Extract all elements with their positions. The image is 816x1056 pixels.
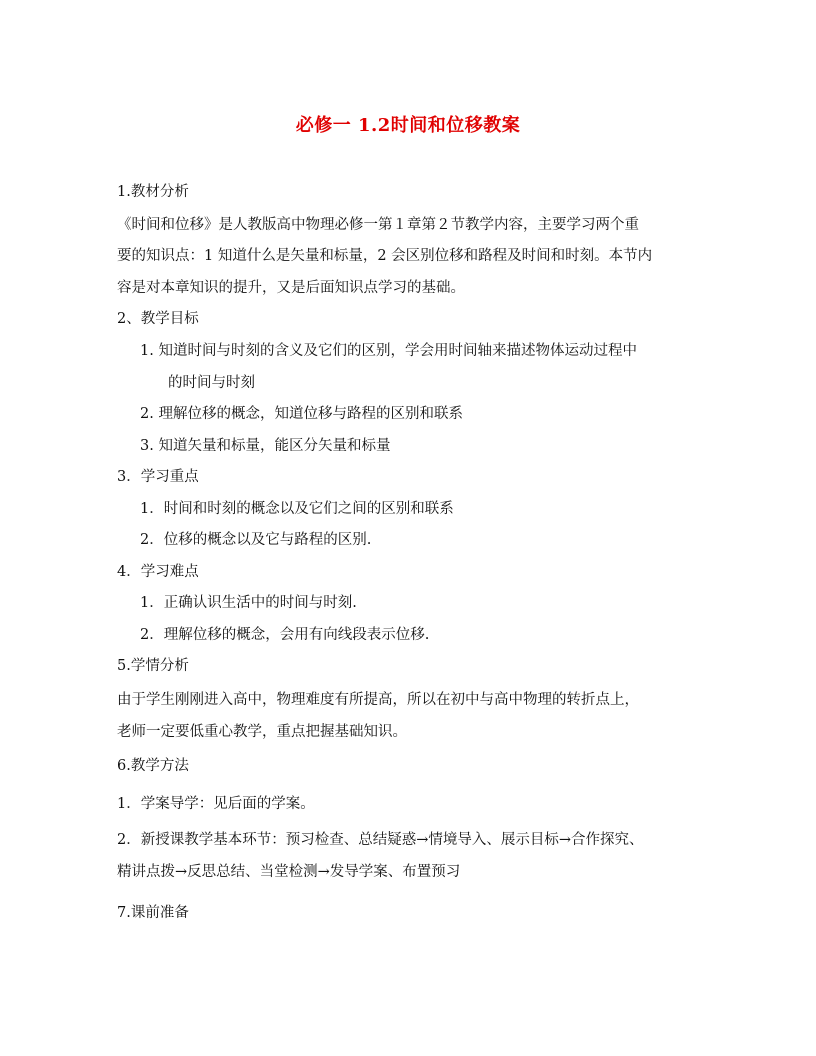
section-heading-2: 2、教学目标 [117,311,199,327]
list-item: 2．理解位移的概念，会用有向线段表示位移. [140,627,430,643]
section-heading-3: 3．学习重点 [117,469,199,485]
list-item-continuation: 精讲点拨→反思总结、当堂检测→发导学案、布置预习 [117,864,461,880]
list-item: 1．时间和时刻的概念以及它们之间的区别和联系 [140,501,454,517]
section-heading-7: 7.课前准备 [117,905,189,921]
list-item: 3. 知道矢量和标量，能区分矢量和标量 [140,438,391,454]
paragraph-line: 容是对本章知识的提升，又是后面知识点学习的基础。 [117,280,465,296]
section-heading-4: 4．学习难点 [117,564,199,580]
section-heading-6: 6.教学方法 [117,758,189,774]
list-item: 2．新授课教学基本环节：预习检查、总结疑惑→情境导入、展示目标→合作探究、 [117,832,644,848]
paragraph-line: 要的知识点：1 知道什么是矢量和标量，2 会区别位移和路程及时间和时刻。本节内 [117,248,653,264]
section-heading-5: 5.学情分析 [117,658,189,674]
paragraph-line: 老师一定要低重心教学，重点把握基础知识。 [117,724,407,740]
list-item: 2. 理解位移的概念，知道位移与路程的区别和联系 [140,406,463,422]
paragraph-line: 由于学生刚刚进入高中，物理难度有所提高，所以在初中与高中物理的转折点上， [117,692,639,708]
list-item: 1．学案导学：见后面的学案。 [117,796,315,812]
document-title: 必修一 1.2时间和位移教案 [295,115,521,136]
list-item: 2．位移的概念以及它与路程的区别. [140,532,372,548]
list-item: 1. 知道时间与时刻的含义及它们的区别，学会用时间轴来描述物体运动过程中 [140,343,637,359]
section-heading-1: 1.教材分析 [117,184,189,200]
paragraph-line: 《时间和位移》是人教版高中物理必修一第１章第２节教学内容，主要学习两个重 [117,217,639,233]
list-item: 1．正确认识生活中的时间与时刻. [140,595,357,611]
list-item-continuation: 的时间与时刻 [168,375,255,391]
